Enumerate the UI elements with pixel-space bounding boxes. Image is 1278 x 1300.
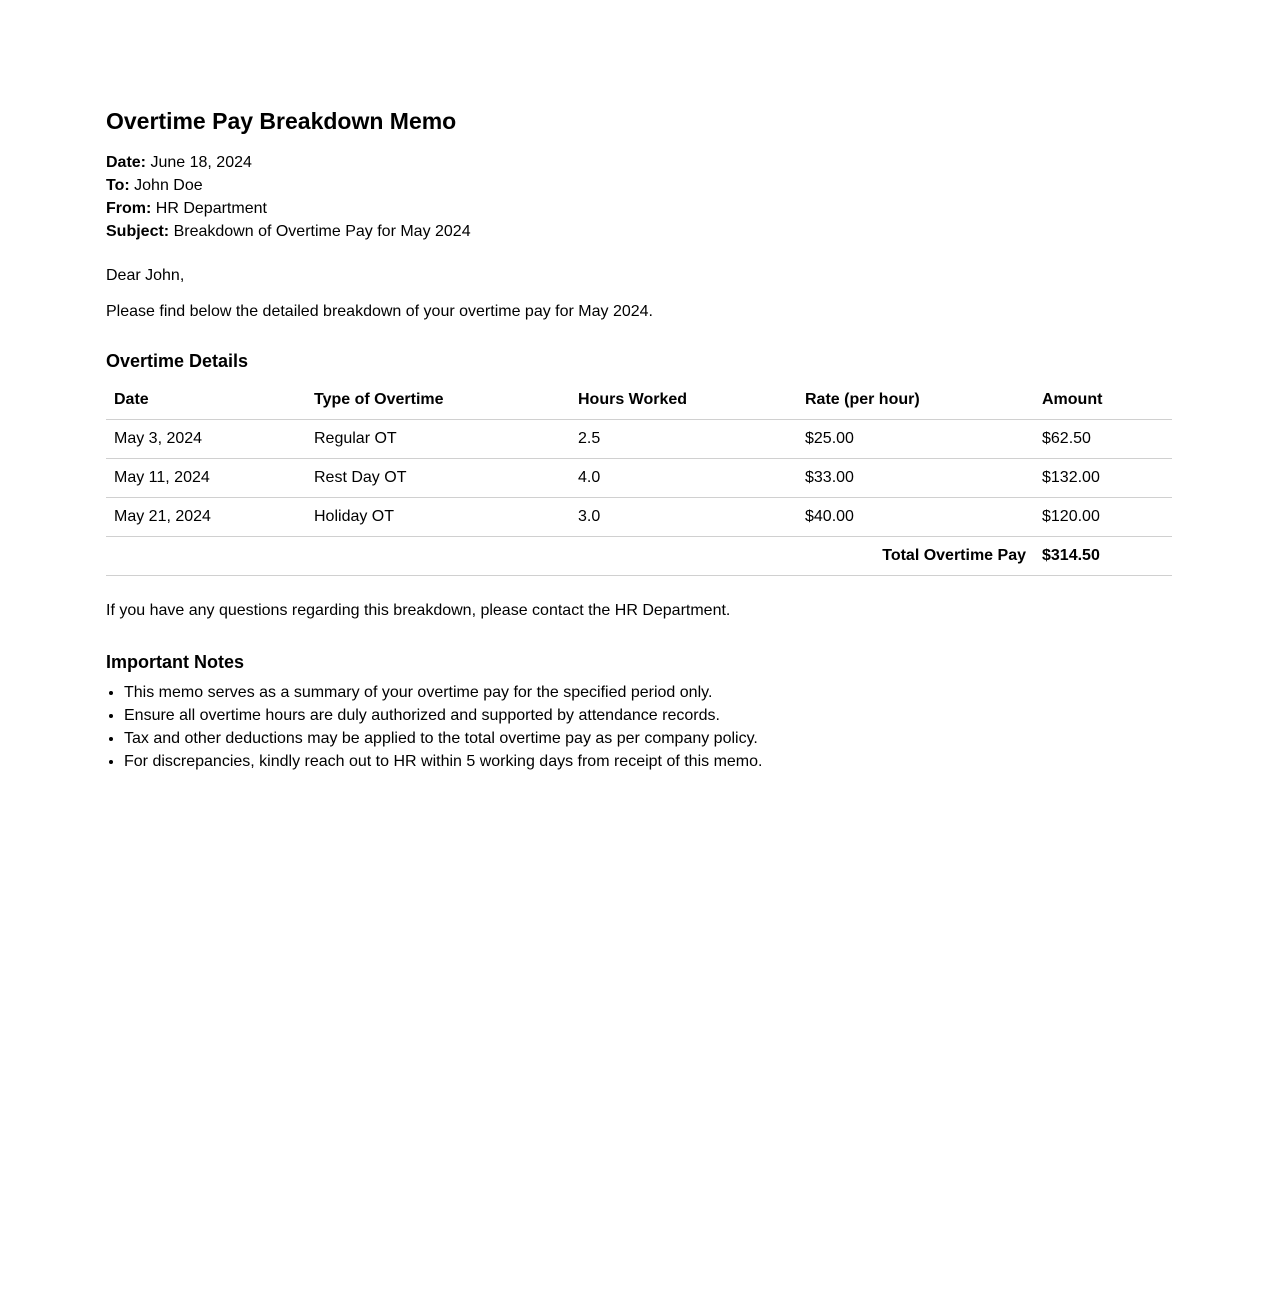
cell-hours: 3.0 [570, 498, 797, 537]
subject-value: Breakdown of Overtime Pay for May 2024 [173, 223, 471, 240]
column-header-type: Type of Overtime [306, 381, 570, 420]
list-item: • For discrepancies, kindly reach out to HR within 5 working days from receipt of this memo. [124, 750, 1172, 773]
table-row [106, 498, 1172, 537]
overtime-table [106, 381, 1172, 576]
subject-row [106, 220, 1172, 243]
column-header-amount: Amount [1034, 381, 1172, 420]
overtime-details-heading: Overtime Details [106, 351, 249, 371]
to-row [106, 174, 1172, 197]
subject-label: Subject: [106, 223, 170, 240]
from-label: From: [106, 200, 152, 217]
cell-rate: $25.00 [797, 420, 1034, 459]
notes-list [106, 681, 1172, 773]
cell-type: Regular OT [306, 420, 570, 459]
cell-amount: $120.00 [1034, 498, 1172, 537]
list-item: • This memo serves as a summary of your overtime pay for the specified period only. [124, 681, 1172, 704]
memo-header-fields [106, 151, 1172, 243]
total-label: Total Overtime Pay [106, 537, 1034, 576]
to-value: John Doe [134, 177, 203, 194]
total-row [106, 537, 1172, 576]
cell-type: Rest Day OT [306, 459, 570, 498]
date-value: June 18, 2024 [150, 154, 252, 171]
from-value: HR Department [155, 200, 267, 217]
column-header-date: Date [106, 381, 306, 420]
to-label: To: [106, 177, 130, 194]
list-item: • Tax and other deductions may be applied to the total overtime pay as per company policy. [124, 727, 1172, 750]
table-header-row [106, 381, 1172, 420]
cell-date: May 21, 2024 [106, 498, 306, 537]
table-row [106, 420, 1172, 459]
greeting: Dear John, [106, 267, 185, 284]
cell-amount: $132.00 [1034, 459, 1172, 498]
total-value: $314.50 [1034, 537, 1172, 576]
cell-rate: $40.00 [797, 498, 1034, 537]
column-header-hours: Hours Worked [570, 381, 797, 420]
date-row [106, 151, 1172, 174]
important-notes-heading: Important Notes [106, 652, 245, 672]
list-item: • Ensure all overtime hours are duly authorized and supported by attendance records. [124, 704, 1172, 727]
cell-hours: 4.0 [570, 459, 797, 498]
cell-type: Holiday OT [306, 498, 570, 537]
table-row [106, 459, 1172, 498]
cell-amount: $62.50 [1034, 420, 1172, 459]
cell-date: May 11, 2024 [106, 459, 306, 498]
cell-hours: 2.5 [570, 420, 797, 459]
date-label: Date: [106, 154, 147, 171]
column-header-rate: Rate (per hour) [797, 381, 1034, 420]
cell-date: May 3, 2024 [106, 420, 306, 459]
memo-title: Overtime Pay Breakdown Memo [106, 108, 457, 134]
from-row [106, 197, 1172, 220]
intro-paragraph: Please find below the detailed breakdown of your overtime pay for May 2024. [106, 303, 653, 320]
cell-rate: $33.00 [797, 459, 1034, 498]
contact-paragraph: If you have any questions regarding this breakdown, please contact the HR Department. [106, 602, 731, 619]
